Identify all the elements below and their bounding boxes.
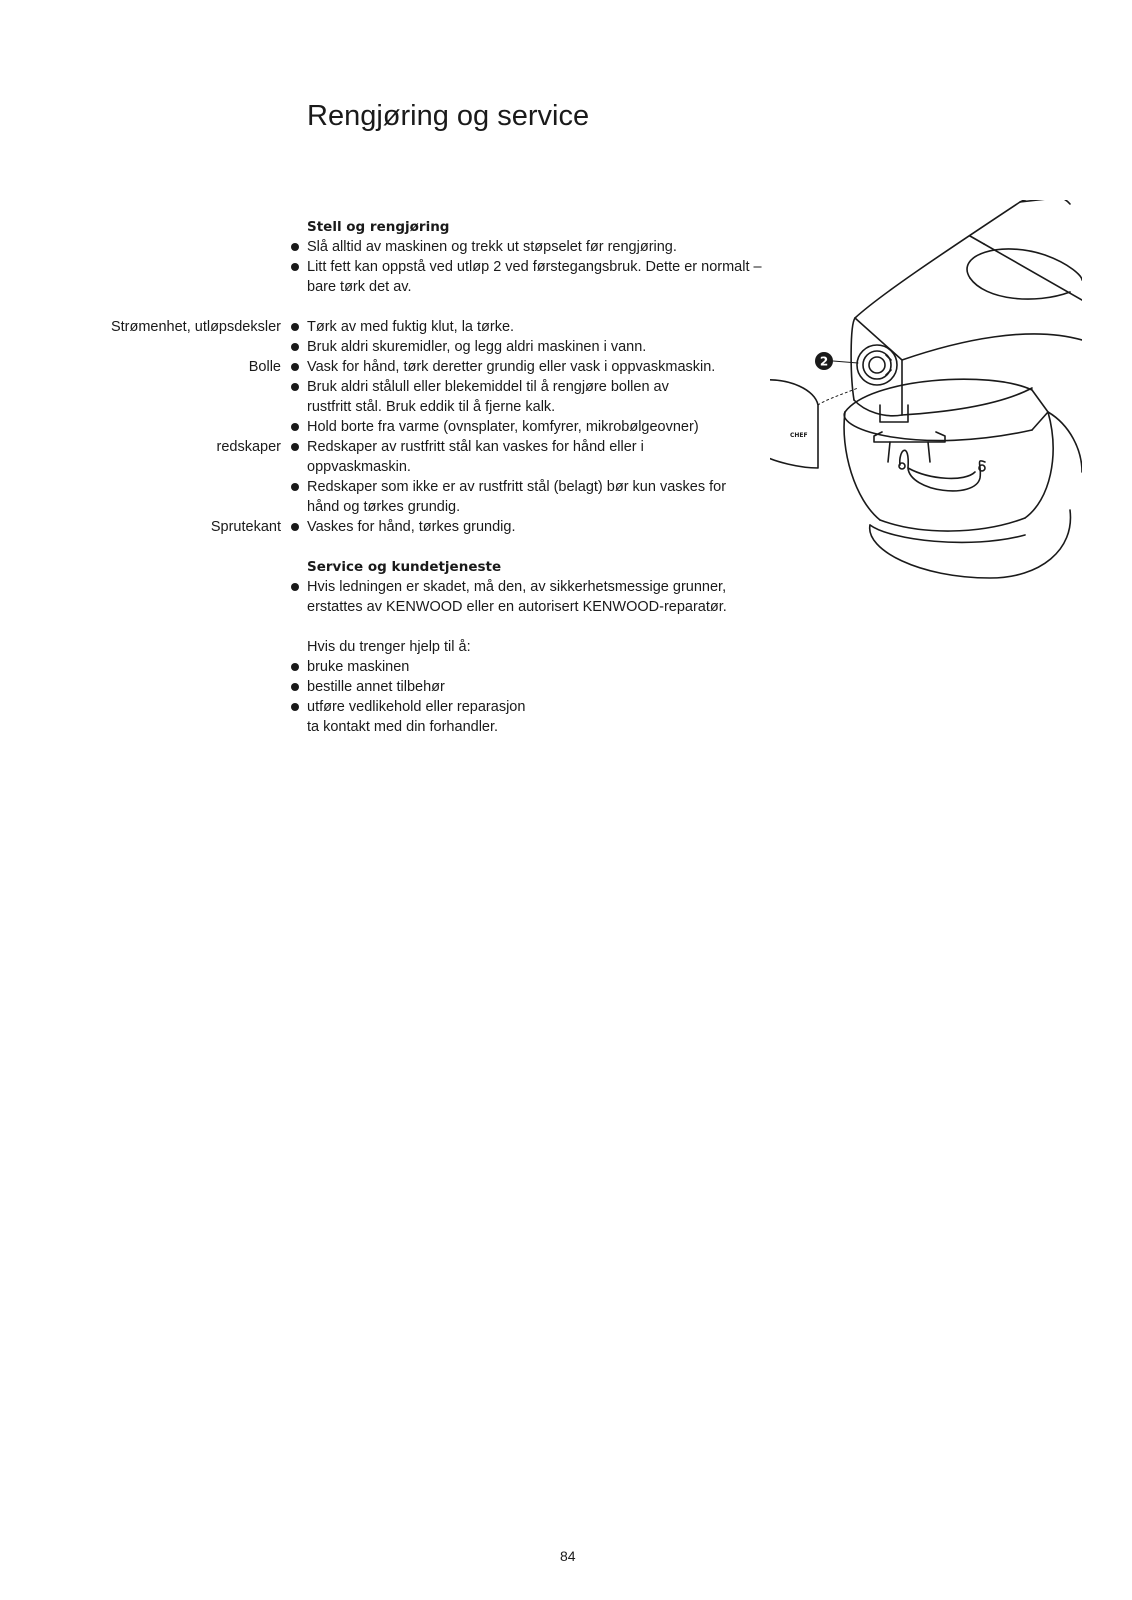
bullet-dot bbox=[291, 357, 301, 377]
bullet-dot bbox=[291, 417, 301, 437]
service-cord-line: Hvis ledningen er skadet, må den, av sikkerhetsmessige grunner, bbox=[307, 579, 727, 595]
care-item-line: Vask for hånd, tørk deretter grundig eller vask i oppvaskmaskin. bbox=[307, 359, 716, 375]
bullet-dot bbox=[291, 677, 301, 697]
help-intro: Hvis du trenger hjelp til å: bbox=[307, 639, 471, 655]
help-outro: ta kontakt med din forhandler. bbox=[307, 719, 499, 735]
page-title: Rengjøring og service bbox=[307, 100, 590, 132]
page-number: 84 bbox=[560, 1548, 576, 1564]
bullet-dot bbox=[291, 337, 301, 357]
help-item: bestille annet tilbehør bbox=[307, 679, 445, 695]
bullet-dot bbox=[291, 517, 301, 537]
care-item-line: Redskaper av rustfritt stål kan vaskes for hånd eller i bbox=[307, 439, 644, 455]
label-splash-guard: Sprutekant bbox=[210, 519, 281, 535]
bullet-dot bbox=[291, 437, 301, 457]
section-heading-service: Service og kundetjeneste bbox=[307, 559, 502, 575]
label-power-unit: Strømenhet, utløpsdeksler bbox=[110, 319, 281, 335]
mixer-illustration bbox=[770, 200, 1082, 600]
care-item-line: Bruk aldri stålull eller blekemiddel til å rengjøre bollen av bbox=[307, 379, 669, 395]
care-item-line: Tørk av med fuktig klut, la tørke. bbox=[307, 319, 515, 335]
bullet-dot bbox=[291, 657, 301, 677]
care-general-line: Slå alltid av maskinen og trekk ut støpselet før rengjøring. bbox=[307, 239, 677, 255]
bullet-dot bbox=[291, 697, 301, 717]
bullet-dot bbox=[291, 257, 301, 277]
care-general-line: Litt fett kan oppstå ved utløp 2 ved førstegangsbruk. Dette er normalt – bbox=[307, 259, 762, 275]
care-general-line: bare tørk det av. bbox=[307, 279, 412, 295]
label-bowl: Bolle bbox=[248, 359, 281, 375]
care-item-line: Redskaper som ikke er av rustfritt stål (belagt) bør kun vaskes for bbox=[307, 479, 727, 495]
care-item-line: hånd og tørkes grundig. bbox=[307, 499, 461, 515]
callout-number: 2 bbox=[819, 354, 829, 369]
care-item-line: rustfritt stål. Bruk eddik til å fjerne kalk. bbox=[307, 399, 556, 415]
bullet-dot bbox=[291, 317, 301, 337]
bullet-dot bbox=[291, 577, 301, 597]
label-tools: redskaper bbox=[216, 439, 281, 455]
service-cord-line: erstattes av KENWOOD eller en autorisert KENWOOD-reparatør. bbox=[307, 599, 727, 615]
care-item-line: Vaskes for hånd, tørkes grundig. bbox=[307, 519, 516, 535]
chef-logo-text: CHEF bbox=[790, 432, 808, 439]
care-item-line: oppvaskmaskin. bbox=[307, 459, 411, 475]
bullet-dot bbox=[291, 237, 301, 257]
help-item: utføre vedlikehold eller reparasjon bbox=[307, 699, 526, 715]
help-item: bruke maskinen bbox=[307, 659, 410, 675]
bullet-dot bbox=[291, 477, 301, 497]
bullet-dot bbox=[291, 377, 301, 397]
care-item-line: Hold borte fra varme (ovnsplater, komfyrer, mikrobølgeovner) bbox=[307, 419, 699, 435]
care-item-line: Bruk aldri skuremidler, og legg aldri maskinen i vann. bbox=[307, 339, 647, 355]
section-heading-care: Stell og rengjøring bbox=[307, 219, 450, 235]
